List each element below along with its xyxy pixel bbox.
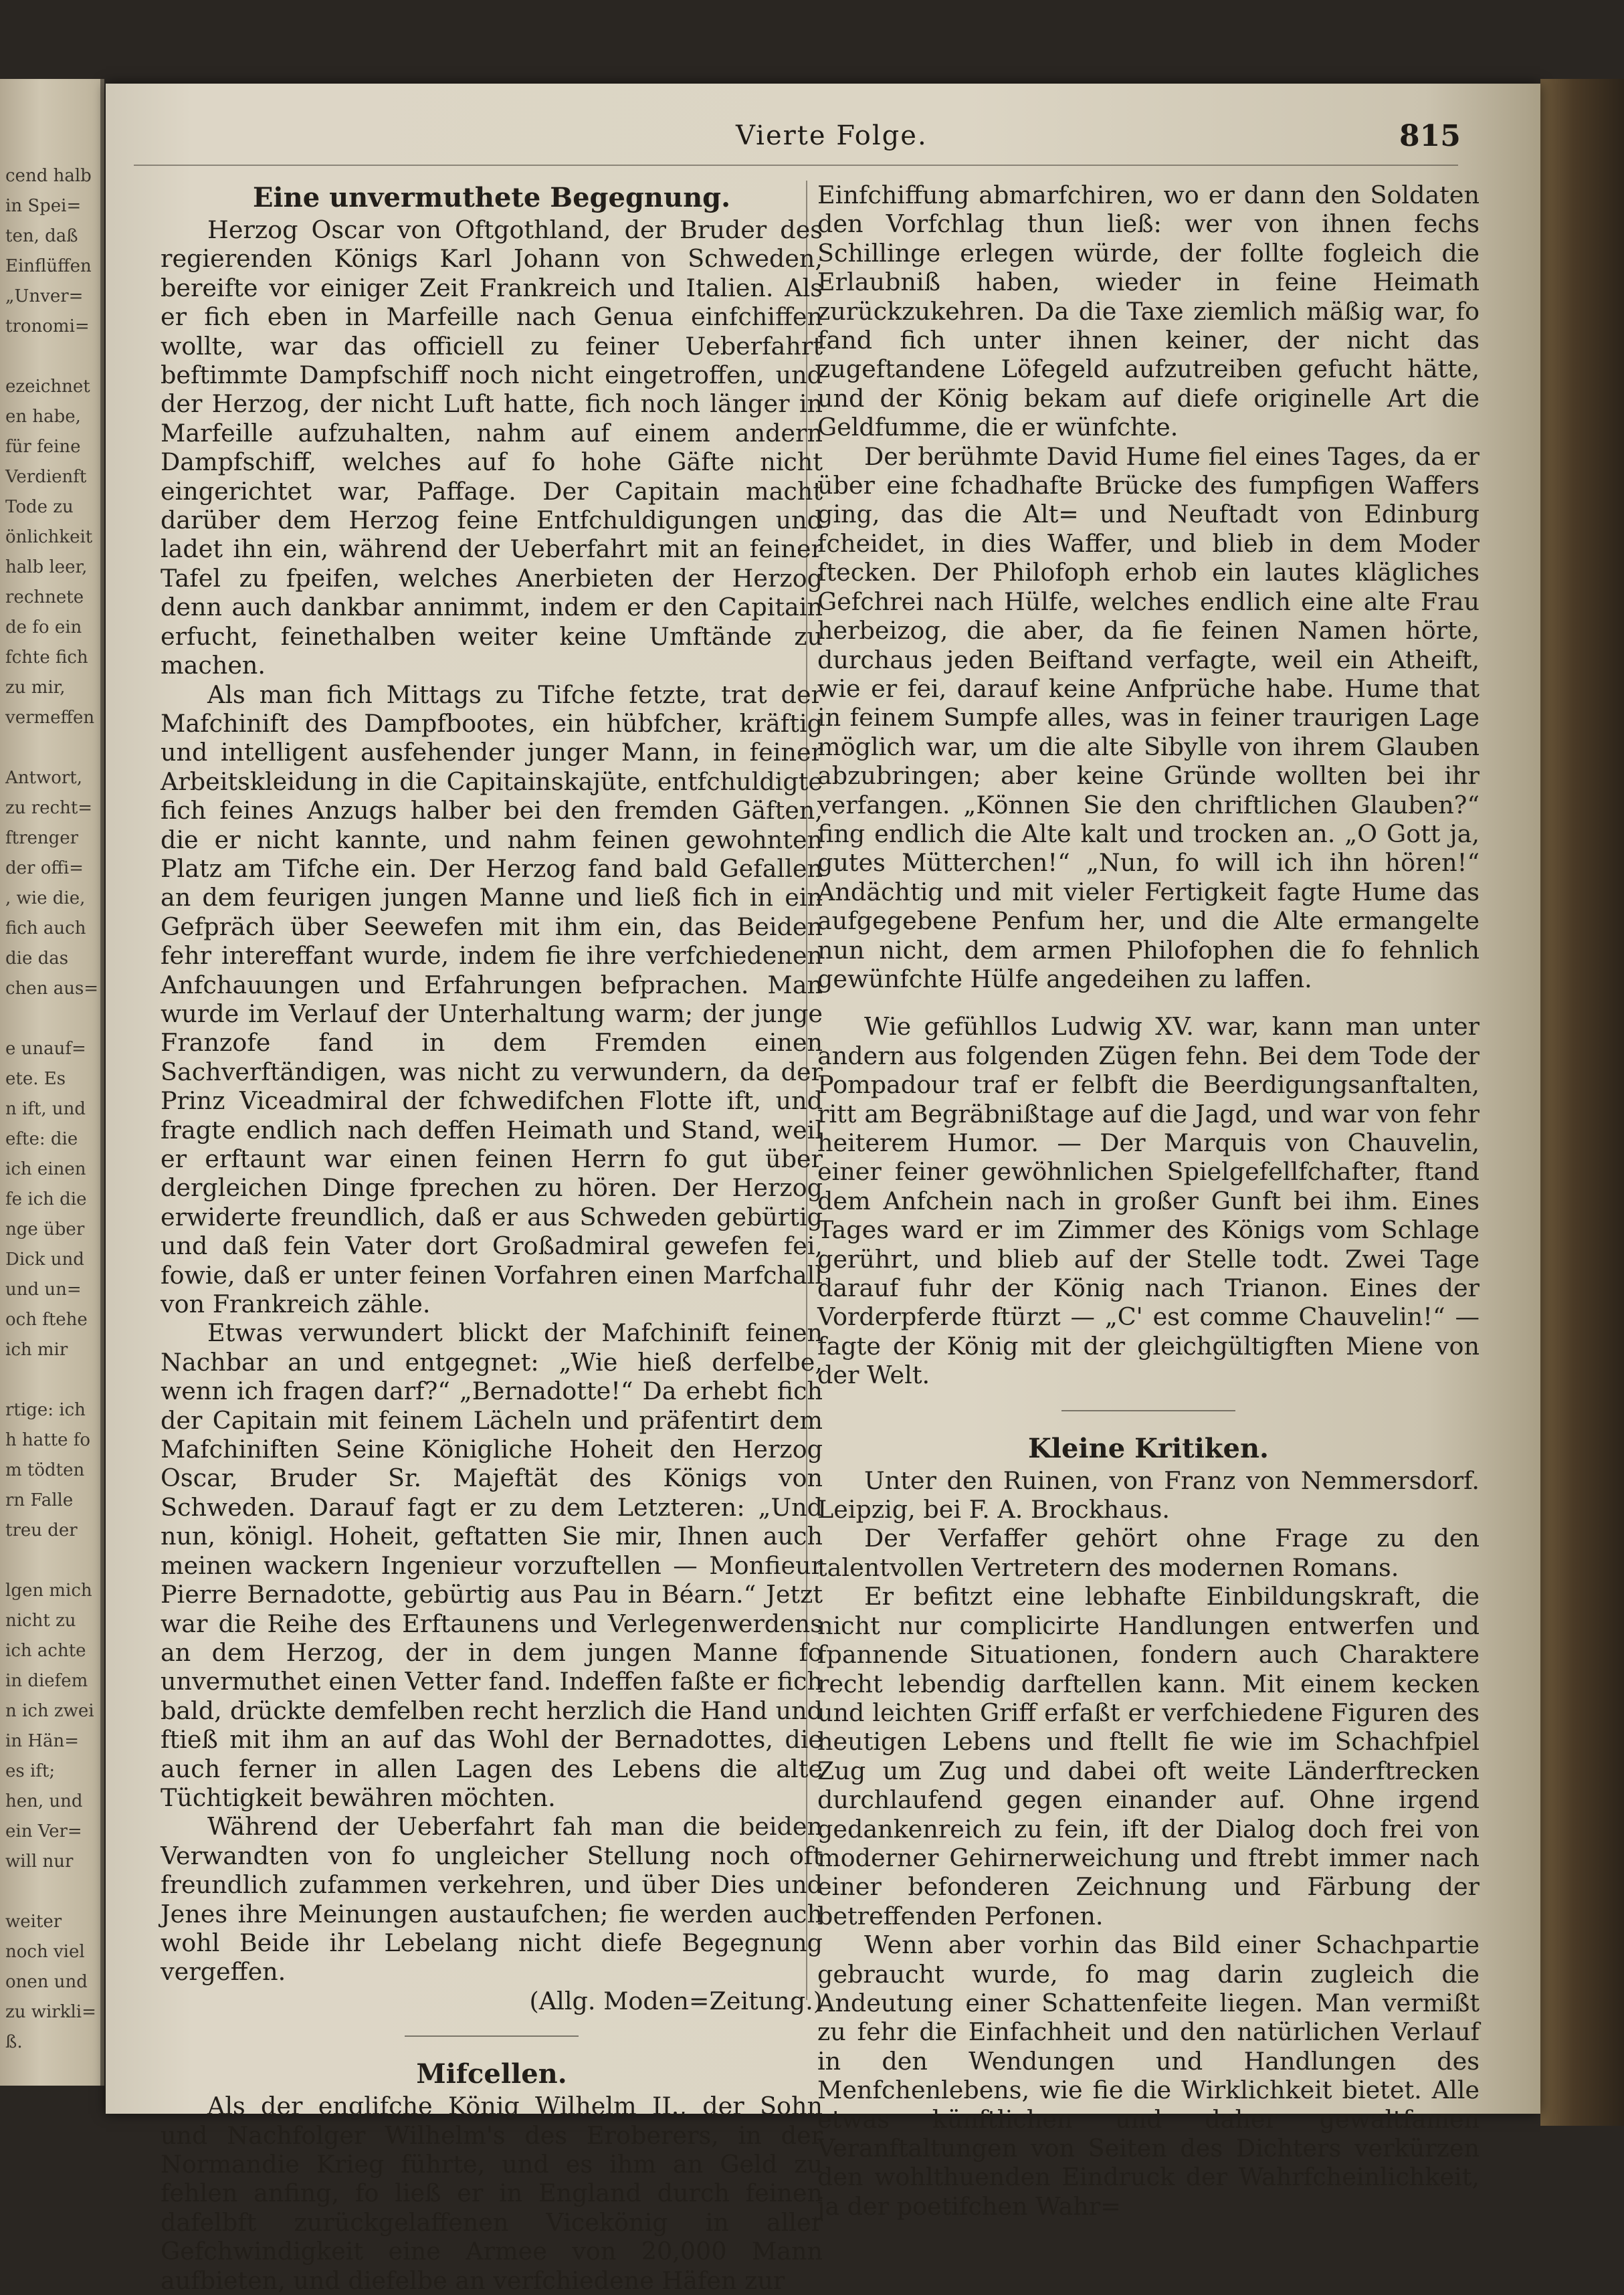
margin-fragment: rtige: ich [5, 1400, 86, 1420]
margin-fragment: efte: die [5, 1129, 78, 1149]
margin-fragment: n ich zwei [5, 1701, 94, 1721]
paragraph: Der berühmte David Hume fiel eines Tages, da er über eine fchadhafte Brücke des fumpfigen Waffers ging, das die Alt= und Neuftadt von Edinburg fcheidet, in dies Waffer, und blieb in dem Moder ftecken. Der Philofoph erhob ein lautes klägliches Gefchrei nach Hülfe, welches endlich eine alte Frau herbeizog, die aber, da fie feinen Namen hörte, durchaus jeden Beiftand verfagte, weil ein Atheift, wie er fei, darauf keine Anfprüche habe. Hume that in feinem Sumpfe alles, was in feiner traurigen Lage möglich war, um die alte Sibylle von ihrem Glauben abzubringen; aber keine Gründe wollten bei ihr verfangen. „Können Sie den chriftlichen Glauben?“ fing endlich die Alte kalt und trocken an. „O Gott ja, gutes Mütterchen!“ „Nun, fo will ich ihn hören!“ Andächtig und mit vieler Fertigkeit fagte Hume das aufgegebene Penfum her, und die Alte ermangelte nun nicht, dem armen Philofophen die fo fehnlich gewünfchte Hülfe angedeihen zu laffen. [817, 441, 1480, 993]
margin-fragment: tronomi= [5, 316, 90, 336]
book-binding-edge [1540, 79, 1624, 2126]
paragraph: Etwas verwundert blickt der Mafchinift feinen Nachbar an und entgegnet: „Wie hieß derfelbe, wenn ich fragen darf?“ „Bernadotte!“ Da erhebt fich der Capitain mit feinem Lächeln und präfentirt dem Mafchiniften Seine Königliche Hoheit den Herzog Oscar, Bruder Sr. Majeftät des Königs von Schweden. Darauf fagt er zu dem Letzteren: „Und nun, königl. Hoheit, geftatten Sie mir, Ihnen auch meinen wackern Ingenieur vorzuftellen — Monfieur Pierre Bernadotte, gebürtig aus Pau in Béarn.“ Jetzt war die Reihe des Erftaunens und Verlegenwerdens an dem Herzog, der in dem jungen Manne fo unvermuthet einen Vetter fand. Indeffen faßte er fich bald, drückte demfelben recht herzlich die Hand und ftieß mit ihm an auf das Wohl der Bernadottes, die auch ferner in allen Lagen des Lebens die alte Tüchtigkeit bewähren möchten. [161, 1318, 823, 1812]
margin-fragment: in Hän= [5, 1731, 80, 1751]
paragraph: Wie gefühllos Ludwig XV. war, kann man unter andern aus folgenden Zügen fehn. Bei dem Tode der Pompadour traf er felbft die Beerdigungsanftalten, ritt am Begräbnißtage auf die Jagd, und war von fehr heiterem Humor. — Der Marquis von Chauvelin, einer feiner gewöhnlichen Spielgefellfchafter, ftand dem Anfchein nach in großer Gunft bei ihm. Eines Tages ward er im Zimmer des Königs vom Schlage gerührt, und blieb auf der Stelle todt. Zwei Tage darauf fuhr der König nach Trianon. Eines der Vorderpferde ftürzt — „C' est comme Chauvelin!“ — fagte der König mit der gleichgültigften Miene von der Welt. [817, 1012, 1480, 1390]
margin-fragment: ftrenger [5, 828, 79, 848]
margin-fragment: cend halb [5, 166, 92, 186]
margin-fragment: Tode zu [5, 497, 74, 517]
margin-fragment: für feine [5, 437, 81, 457]
margin-fragment: n ift, und [5, 1099, 86, 1119]
margin-fragment: de fo ein [5, 617, 82, 637]
margin-fragment: halb leer, [5, 557, 88, 577]
margin-fragment: die das [5, 949, 69, 969]
margin-fragment: weiter [5, 1912, 62, 1932]
header-rule [134, 165, 1458, 166]
margin-fragment: Einflüffen [5, 256, 92, 276]
section-title-begegnung: Eine unvermuthete Begegnung. [252, 182, 731, 213]
margin-fragment: Antwort, [5, 768, 83, 788]
paragraph: Herzog Oscar von Oftgothland, der Bruder des regierenden Königs Karl Johann von Schweden, bereifte vor einiger Zeit Frankreich und Italien. Als er fich eben in Marfeille nach Genua einfchiffen wollte, war das officiell zu feiner Ueberfahrt beftimmte Dampfschiff noch nicht eingetroffen, und der Herzog, der nicht Luft hatte, fich noch länger in Marfeille aufzuhalten, nahm auf einem andern Dampfschiff, welches auf fo hohe Gäfte nicht eingerichtet war, Paffage. Der Capitain macht darüber dem Herzog feine Entfchuldigungen und ladet ihn ein, während der Ueberfahrt mit an feiner Tafel zu fpeifen, welches Anerbieten der Herzog denn auch dankbar annimmt, indem er den Capitain erfucht, feinethalben weiter keine Umftände zu machen. [161, 215, 823, 680]
section-separator [405, 2035, 579, 2037]
margin-fragment: , wie die, [5, 888, 86, 908]
margin-fragment: Dick und [5, 1250, 84, 1270]
previous-page-edge [0, 79, 104, 2086]
margin-fragment: vermeffen [5, 708, 95, 728]
margin-fragment: nicht zu [5, 1611, 76, 1631]
right-column [817, 181, 1480, 2221]
margin-fragment: rn Falle [5, 1490, 74, 1510]
section-title-kritiken: Kleine Kritiken. [1028, 1432, 1269, 1464]
margin-fragment: h hatte fo [5, 1430, 91, 1450]
paragraph: Als der englifche König Wilhelm II., der Sohn und Nachfolger Wilhelm's des Eroberers, in der Normandie Krieg führte, und es ihm an Geld zu fehlen anfing, fo ließ er in England durch feinen dafelbft zurückgelaffenen Vicekönig in aller Gefchwindigkeit eine Armee von 20,000 Mann aufbieten, und diefelbe an verfchiedene Häfen zur [161, 2092, 823, 2295]
margin-fragment: will nur [5, 1852, 74, 1872]
book-reference: Unter den Ruinen, von Franz von Nemmersdorf. Leipzig, bei F. A. Brockhaus. [817, 1466, 1480, 1524]
paragraph: Er befitzt eine lebhafte Einbildungskraft, die nicht nur complicirte Handlungen entwerfen und fpannende Situationen, fondern auch Charaktere recht lebendig darftellen kann. Mit einem kecken und leichten Griff erfaßt er verfchiedene Figuren des heutigen Lebens und ftellt fie wie im Schachfpiel Zug um Zug und dabei oft weite Länderftrecken durchlaufend gegen einander auf. Ohne irgend gedankenreich zu fein, ift der Dialog doch frei von moderner Gehirnerweichung und ftrebt immer nach einer befonderen Zeichnung und Färbung der betreffenden Perfonen. [817, 1582, 1480, 1930]
margin-fragment: rechnete [5, 587, 84, 607]
margin-fragment: zu wirkli= [5, 2002, 96, 2022]
margin-fragment: ein Ver= [5, 1821, 82, 1841]
margin-fragment: zu mir, [5, 678, 66, 698]
margin-fragment: ezeichnet [5, 377, 90, 397]
paragraph: Wenn aber vorhin das Bild einer Schachpartie gebraucht wurde, fo mag darin zugleich die Andeutung einer Schattenfeite liegen. Man vermißt zu fehr die Einfachheit und den natürlichen Verlauf in den Wendungen und Handlungen des Menfchenlebens, wie fie die Wirklichkeit bietet. Alle etwas künftlichen und daher gewaltfamen Veranftaltungen von Seiten des Dichters verkürzen den wohlthuenden Eindruck der Wahrfcheinlichkeit, ja der poetifchen Wahr= [817, 1930, 1480, 2221]
margin-fragment: önlichkeit [5, 527, 93, 547]
margin-fragment: und un= [5, 1280, 82, 1300]
paragraph: Als man fich Mittags zu Tifche fetzte, trat der Mafchinift des Dampfbootes, ein hübfcher, kräftig und intelligent ausfehender junger Mann, in feiner Arbeitskleidung in die Capitainskajüte, entfchuldigte fich feines Anzugs halber bei den fremden Gäften, die er nicht kannte, und nahm feinen gewohnten Platz am Tifche ein. Der Herzog fand bald Gefallen an dem feurigen jungen Manne und ließ fich in ein Gefpräch über Seewefen mit ihm ein, das Beiden fehr intereffant wurde, indem fie ihre verfchiedenen Anfchauungen und Erfahrungen befprachen. Man wurde im Verlauf der Unterhaltung warm; der junge Franzofe fand in dem Fremden einen Sachverftändigen, was nicht zu verwundern, da der Prinz Viceadmiral der fchwedifchen Flotte ift, und fragte endlich nach deffen Heimath und Stand, weil er erftaunt war einen feinen Herrn fo gut über dergleichen Dinge fprechen zu hören. Der Herzog erwiderte freundlich, daß er aus Schweden gebürtig und daß fein Vater dort Großadmiral gewefen fei, fowie, daß er unter feinen Vorfahren einen Marfchall von Frankreich zähle. [161, 680, 823, 1319]
margin-fragment: fe ich die [5, 1189, 87, 1209]
left-column [161, 181, 823, 2295]
margin-fragment: hen, und [5, 1791, 83, 1811]
margin-fragment: es ift; [5, 1761, 56, 1781]
margin-fragment: fich auch [5, 918, 86, 938]
margin-fragment: e unauf= [5, 1039, 86, 1059]
margin-fragment: nge über [5, 1219, 85, 1239]
running-head: Vierte Folge. [736, 120, 928, 151]
margin-fragment: ich einen [5, 1159, 86, 1179]
paragraph: Während der Ueberfahrt fah man die beiden Verwandten von fo ungleicher Stellung noch oft freundlich zufammen verkehren, und über Dies und Jenes ihre Meinungen austaufchen; fie werden auch wohl Beide ihr Lebelang nicht diefe Begegnung vergeffen. [161, 1812, 823, 1987]
margin-fragment: der offi= [5, 858, 84, 878]
margin-fragment: ten, daß [5, 226, 78, 246]
margin-fragment: en habe, [5, 407, 81, 427]
paragraph: Der Verfaffer gehört ohne Frage zu den talentvollen Vertretern des modernen Romans. [817, 1524, 1480, 1582]
margin-fragment: zu recht= [5, 798, 93, 818]
margin-fragment: m tödten [5, 1460, 85, 1480]
section-title-miscellen: Mifcellen. [416, 2058, 567, 2090]
paragraph-gap [817, 993, 1480, 1012]
margin-fragment: fchte fich [5, 647, 88, 668]
margin-fragment: ich achte [5, 1641, 86, 1661]
margin-fragment: chen aus= [5, 979, 99, 999]
margin-fragment: ich mir [5, 1340, 68, 1360]
margin-fragment: in Spei= [5, 196, 82, 216]
margin-fragment: treu der [5, 1520, 78, 1540]
margin-fragment: onen und [5, 1972, 88, 1992]
margin-fragment: lgen mich [5, 1581, 92, 1601]
margin-fragment: noch viel [5, 1942, 85, 1962]
source-citation: (Allg. Moden=Zeitung.) [529, 1986, 823, 2015]
margin-fragment: ete. Es [5, 1069, 66, 1089]
margin-fragment: „Unver= [5, 286, 84, 306]
margin-fragment: och ftehe [5, 1310, 88, 1330]
margin-fragment: in diefem [5, 1671, 88, 1691]
page-number: 815 [1399, 119, 1461, 153]
section-separator [1061, 1410, 1235, 1411]
margin-fragment: ß. [5, 2032, 23, 2052]
paragraph: Einfchiffung abmarfchiren, wo er dann den Soldaten den Vorfchlag thun ließ: wer von ihnen fechs Schillinge erlegen würde, der follte fogleich die Erlaubniß haben, wieder in feine Heimath zurückzukehren. Da die Taxe ziemlich mäßig war, fo fand fich unter ihnen keiner, der nicht das zugeftandene Löfegeld aufzutreiben gefucht hätte, und der König bekam auf diefe originelle Art die Geldfumme, die er wünfchte. [817, 181, 1480, 442]
margin-fragment: Verdienft [5, 467, 87, 487]
